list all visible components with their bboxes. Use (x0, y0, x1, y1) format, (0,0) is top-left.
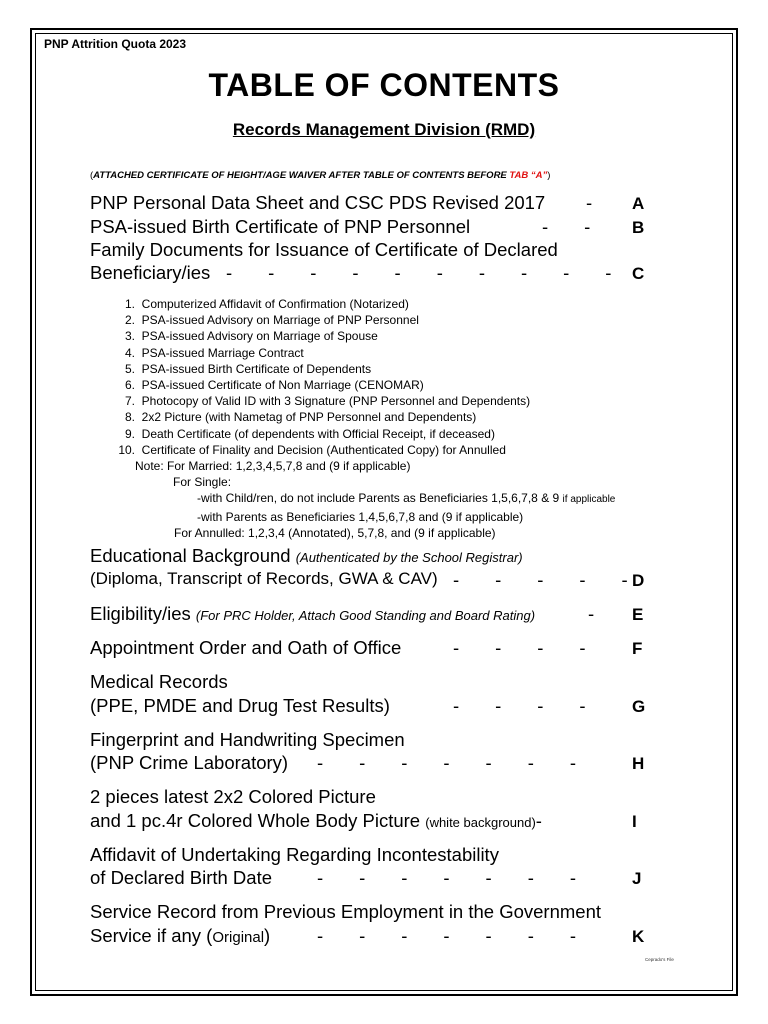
page-title: TABLE OF CONTENTS (208, 67, 560, 103)
tab-letter-f: F (632, 639, 643, 658)
entry-b: PSA-issued Birth Certificate of PNP Personnel (90, 216, 471, 237)
entry-j-dashes: - - - - - - - (317, 867, 576, 888)
entry-h-dashes: - - - - - - - (317, 752, 576, 773)
list-item: 3. PSA-issued Advisory on Marriage of Spouse (124, 329, 378, 344)
entry-k-line2: Service if any (Original) (90, 925, 271, 946)
entry-g-dashes: - - - - (453, 695, 586, 716)
entry-j-line1: Affidavit of Undertaking Regarding Incontestability (90, 844, 499, 865)
entry-c-dashes: - - - - - - - - - - (226, 262, 612, 283)
tab-letter-d: D (632, 571, 645, 590)
note-single-parents: -with Parents as Beneficiaries 1,4,5,6,7,8 and (9 if applicable) (197, 509, 524, 524)
entry-c-line2: Beneficiary/ies (90, 262, 211, 283)
list-item: 2. PSA-issued Advisory on Marriage of PNP Personnel (124, 313, 419, 328)
entry-j-line2: of Declared Birth Date (90, 867, 273, 888)
list-item: 6. PSA-issued Certificate of Non Marriage (CENOMAR) (124, 378, 424, 393)
entry-k-dashes: - - - - - - - (317, 925, 576, 946)
tab-letter-a: A (632, 194, 645, 213)
note-annulled: For Annulled: 1,2,3,4 (Annotated), 5,7,8, and (9 if applicable) (174, 525, 496, 540)
tab-letter-b: B (632, 218, 645, 237)
list-item: 7. Photocopy of Valid ID with 3 Signature (PNP Personnel and Dependents) (124, 394, 531, 409)
note-single-child: -with Child/ren, do not include Parents as Beneficiaries 1,5,6,7,8 & 9 if applicable (197, 491, 616, 506)
entry-e: Eligibility/ies (For PRC Holder, Attach Good Standing and Board Rating) (90, 603, 536, 624)
entry-c-line1: Family Documents for Issuance of Certificate of Declared (90, 239, 558, 260)
list-item: 10. Certificate of Finality and Decision (Authenticated Copy) for Annulled (118, 442, 506, 457)
page-subtitle: Records Management Division (RMD) (232, 120, 536, 139)
tab-letter-j: J (632, 869, 642, 888)
entry-i-line2: and 1 pc.4r Colored Whole Body Picture (white background)- (90, 810, 542, 831)
entry-e-dashes: - (588, 603, 595, 624)
list-item: 4. PSA-issued Marriage Contract (124, 345, 304, 360)
entry-h-line1: Fingerprint and Handwriting Specimen (90, 729, 405, 750)
note-married: Note: For Married: 1,2,3,4,5,7,8 and (9 if applicable) (135, 459, 411, 474)
footer-note: Ceprado's File (645, 957, 674, 962)
entry-d-dashes: - - - - - (453, 569, 628, 590)
list-item: 9. Death Certificate (of dependents with Official Receipt, if deceased) (124, 426, 495, 441)
document-header: PNP Attrition Quota 2023 (44, 37, 187, 51)
tab-letter-c: C (632, 264, 645, 283)
entry-k-line1: Service Record from Previous Employment in the Government (90, 901, 602, 922)
list-item: 1. Computerized Affidavit of Confirmation (Notarized) (124, 297, 409, 311)
note-single: For Single: (173, 475, 232, 490)
tab-letter-i: I (632, 812, 637, 831)
entry-g-line1: Medical Records (90, 671, 228, 692)
entry-h-line2: (PNP Crime Laboratory) (90, 752, 289, 773)
entry-f-dashes: - - - - (453, 637, 586, 658)
tab-letter-k: K (632, 927, 645, 946)
tab-letter-h: H (632, 754, 645, 773)
tab-letter-g: G (632, 697, 646, 716)
entry-b-dashes: - - (542, 216, 591, 237)
entry-a: PNP Personal Data Sheet and CSC PDS Revised 2017 (90, 192, 546, 213)
entry-i-line1: 2 pieces latest 2x2 Colored Picture (90, 786, 376, 807)
entry-g-line2: (PPE, PMDE and Drug Test Results) (90, 695, 390, 716)
tab-letter-e: E (632, 605, 644, 624)
list-item: 5. PSA-issued Birth Certificate of Dependents (124, 361, 372, 376)
family-documents-list (112, 296, 615, 541)
entry-f: Appointment Order and Oath of Office (90, 637, 402, 658)
entry-d-line1: Educational Background (Authenticated by the School Registrar) (90, 545, 523, 566)
entry-d-line2: (Diploma, Transcript of Records, GWA & CAV) (90, 569, 438, 588)
entry-a-dashes: - (586, 192, 593, 213)
list-item: 8. 2x2 Picture (with Nametag of PNP Personnel and Dependents) (124, 410, 477, 425)
waiver-note: (ATTACHED CERTIFICATE OF HEIGHT/AGE WAIVER AFTER TABLE OF CONTENTS BEFORE TAB “A”) (90, 170, 551, 181)
